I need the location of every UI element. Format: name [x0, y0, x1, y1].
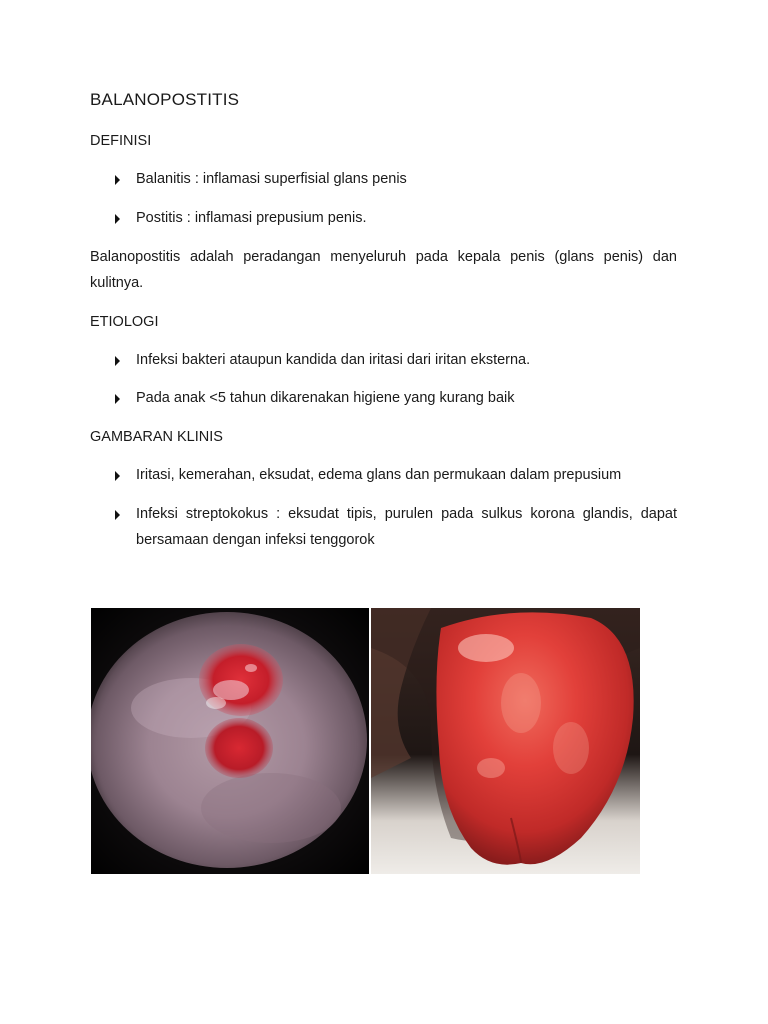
bullet-arrow-icon [115, 471, 120, 481]
document-title: BALANOPOSTITIS [90, 90, 240, 109]
bullet-arrow-icon [115, 356, 120, 366]
list-item-text: Infeksi streptokokus : eksudat tipis, purulen pada sulkus korona glandis, dapat bersamaan dengan infeksi tenggorok [136, 506, 677, 548]
heading-definisi: DEFINISI [90, 133, 152, 149]
list-item [115, 385, 677, 411]
list-item [115, 501, 677, 553]
list-item-text: Infeksi bakteri ataupun kandida dan iritasi dari iritan eksterna. [136, 352, 531, 368]
list-item [115, 347, 677, 373]
list-item-text: Postitis : inflamasi prepusium penis. [136, 210, 367, 226]
bullet-arrow-icon [115, 394, 120, 404]
photo-balanitis-lesion [91, 608, 369, 874]
list-item-text: Balanitis : inflamasi superfisial glans penis [136, 171, 407, 187]
list-item-text: Pada anak <5 tahun dikarenakan higiene yang kurang baik [136, 390, 515, 406]
photo-streptococcal-balanitis-image [371, 608, 640, 874]
clinical-photos [91, 608, 640, 874]
photo-streptococcal-balanitis [371, 608, 640, 874]
list-item-text: Iritasi, kemerahan, eksudat, edema glans dan permukaan dalam prepusium [136, 467, 622, 483]
photo-balanitis-lesion-image [91, 608, 369, 874]
bullet-arrow-icon [115, 175, 120, 185]
bullet-arrow-icon [115, 214, 120, 224]
heading-gambaran-klinis: GAMBARAN KLINIS [90, 429, 223, 445]
heading-etiologi: ETIOLOGI [90, 314, 159, 330]
definition-paragraph: Balanopostitis adalah peradangan menyeluruh pada kepala penis (glans penis) dan kulitnya. [90, 249, 677, 291]
bullet-arrow-icon [115, 510, 120, 520]
list-item [115, 166, 677, 192]
list-item [115, 462, 677, 488]
list-item [115, 205, 677, 231]
